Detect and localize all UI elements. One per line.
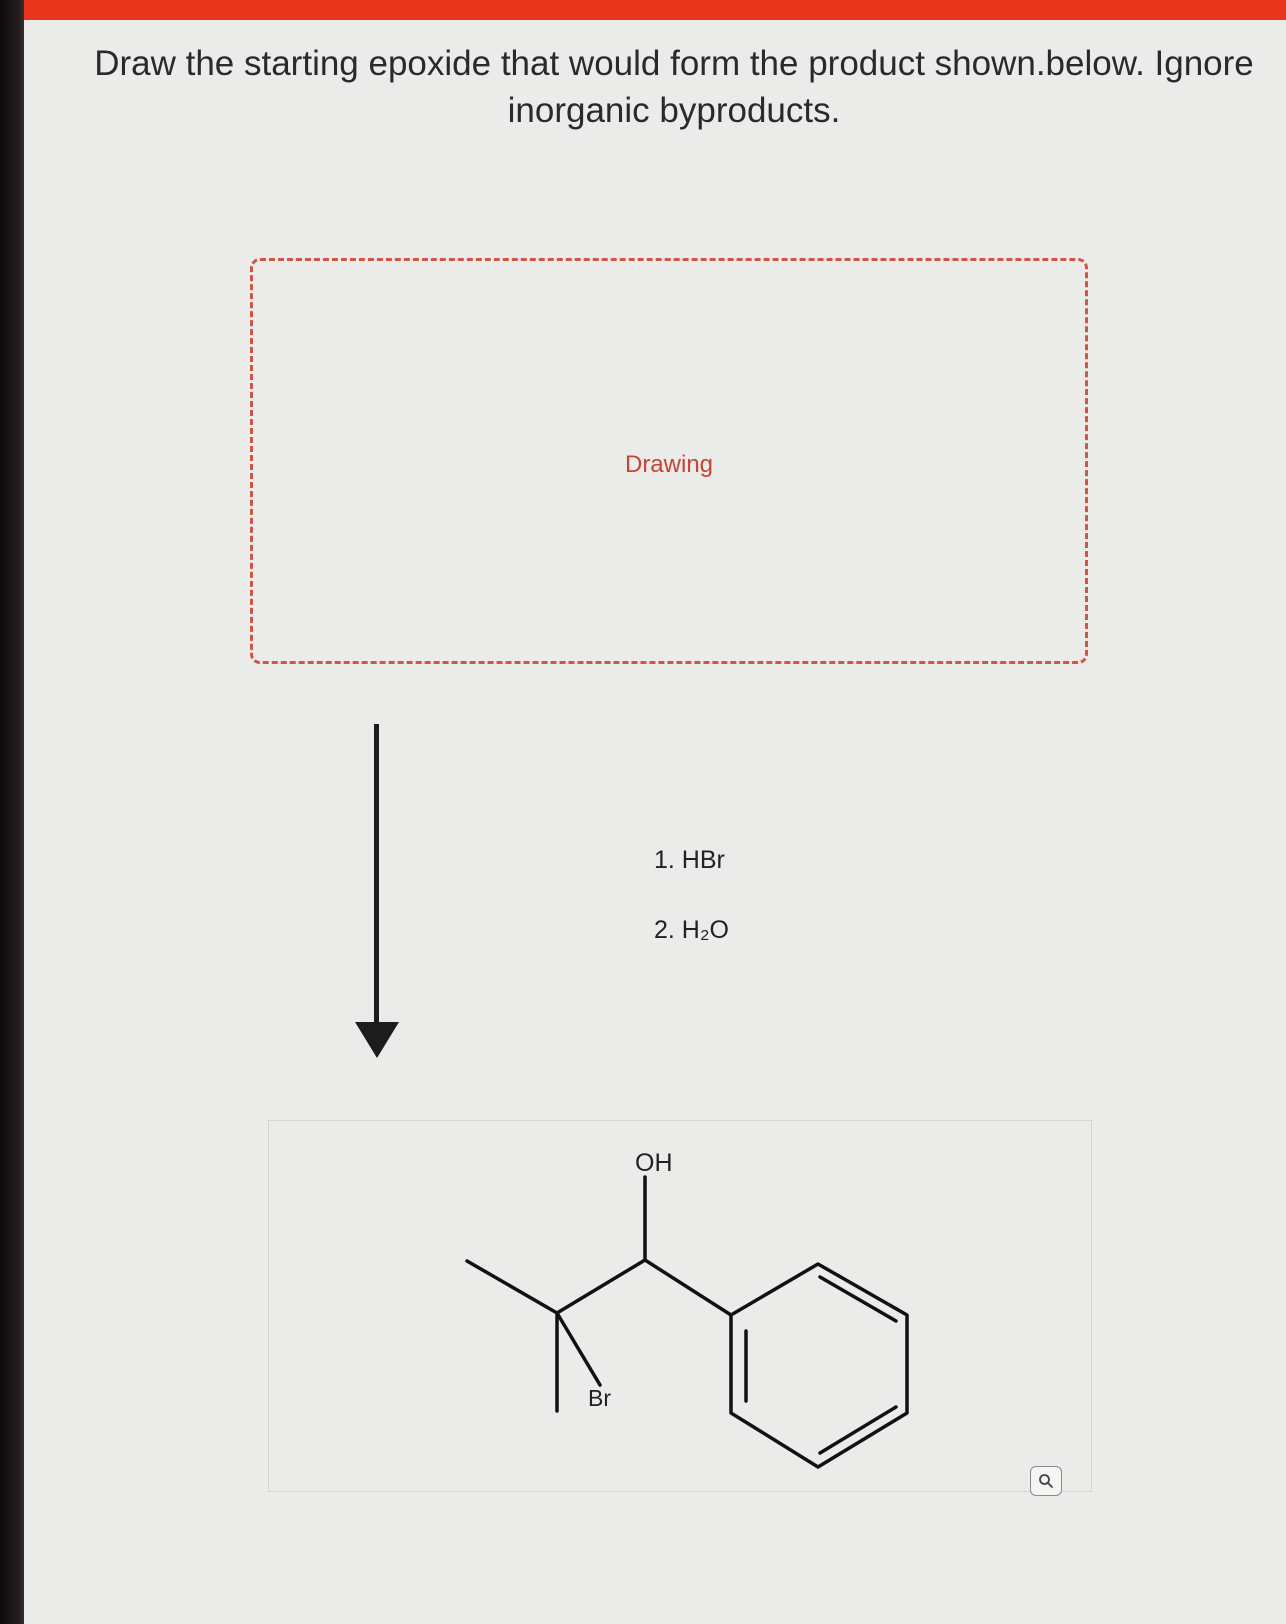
- benzene-ring: [731, 1264, 907, 1467]
- magnifier-icon: [1038, 1473, 1054, 1489]
- label-br: Br: [588, 1385, 611, 1411]
- ring-double-bond-1: [820, 1277, 896, 1321]
- reaction-arrow-head: [355, 1022, 399, 1058]
- bond-methyl-left: [467, 1261, 557, 1313]
- zoom-button[interactable]: [1030, 1466, 1062, 1496]
- reagent-step-2: 2. H₂O: [654, 916, 729, 944]
- drawing-area[interactable]: [250, 258, 1088, 664]
- accent-bar: [24, 0, 1286, 20]
- product-structure: [269, 1121, 1093, 1493]
- reagent-step-1: 1. HBr: [654, 846, 725, 874]
- bond-choh-ring: [645, 1260, 731, 1315]
- ring-double-bond-2: [820, 1407, 896, 1453]
- drawing-label: Drawing: [624, 451, 714, 478]
- product-structure-panel: [268, 1120, 1092, 1492]
- bond-c-choh: [557, 1260, 645, 1313]
- question-text: Draw the starting epoxide that would form the product shown.below. Ignore inorganic byproducts.: [94, 44, 1254, 130]
- question-page: [24, 0, 1286, 1624]
- reaction-arrow-shaft: [374, 724, 379, 1028]
- label-oh: OH: [635, 1149, 673, 1177]
- bond-c-br: [557, 1313, 600, 1385]
- screen-bezel: [0, 0, 26, 1624]
